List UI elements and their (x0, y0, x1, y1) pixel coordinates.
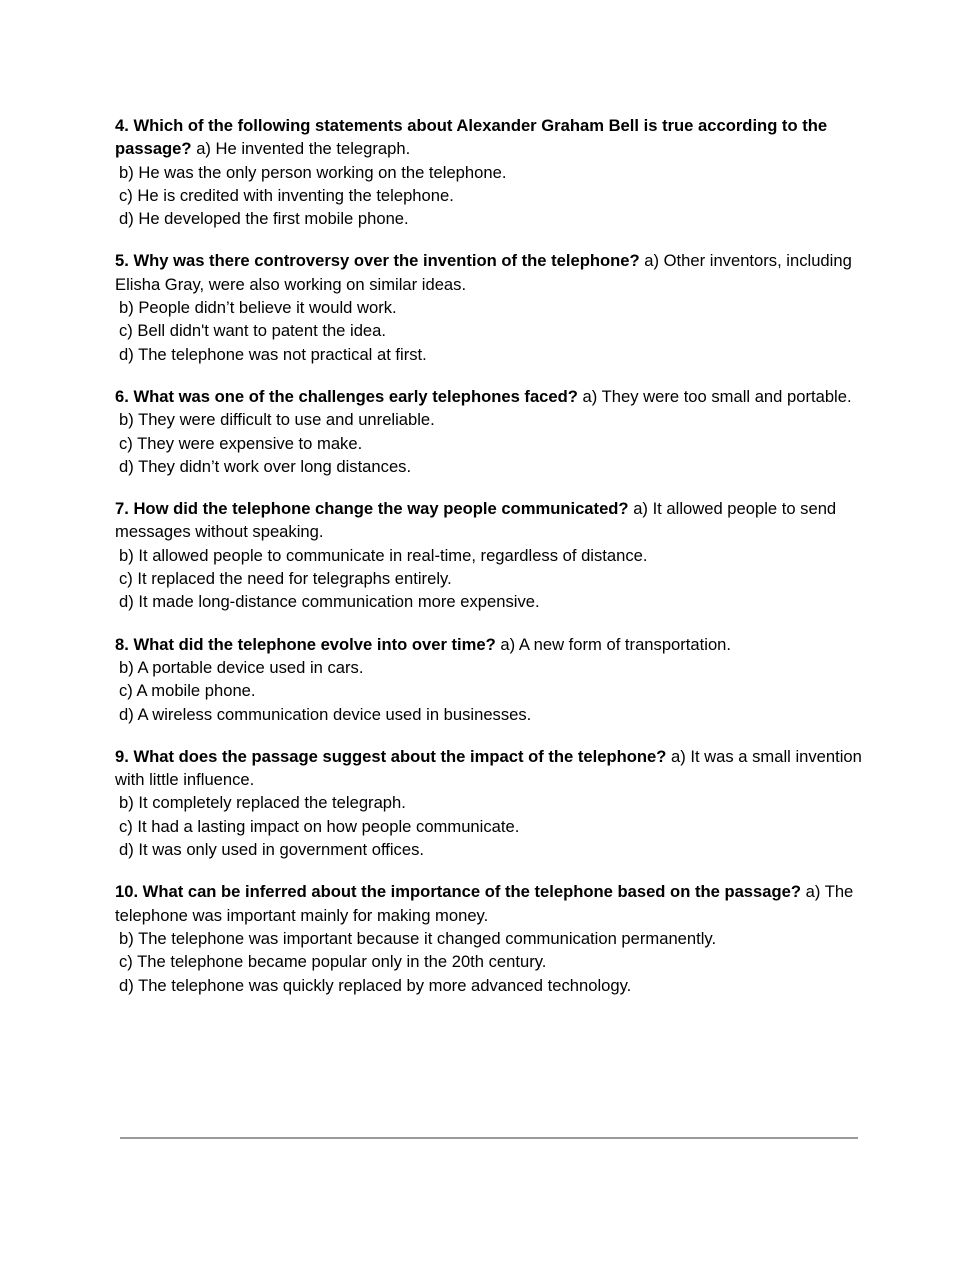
option-d: d) The telephone was quickly replaced by more advanced technology. (119, 975, 632, 995)
question-block (115, 745, 867, 861)
question-text: 8. What did the telephone evolve into over time? (115, 634, 496, 654)
question-text: 4. Which of the following statements about Alexander Graham Bell is true according to the passage? (115, 116, 828, 159)
option-a: a) Other inventors, including Elisha Gray, were also working on similar ideas. (115, 251, 852, 294)
question-line (115, 745, 867, 792)
question-text: 6. What was one of the challenges early telephones faced? (115, 386, 578, 406)
question-text: 7. How did the telephone change the way people communicated? (115, 499, 629, 519)
question-block (115, 249, 867, 365)
option-a: a) A new form of transportation. (500, 634, 732, 654)
option-b: b) It completely replaced the telegraph. (119, 793, 406, 813)
option-c: c) Bell didn't want to patent the idea. (119, 321, 386, 341)
question-line (115, 385, 867, 408)
question-block (115, 633, 867, 726)
question-line (115, 633, 867, 656)
option-d: d) It was only used in government offices. (119, 840, 424, 860)
option-c: c) A mobile phone. (119, 681, 256, 701)
quiz-content (115, 114, 867, 1016)
option-b: b) People didn’t believe it would work. (119, 298, 397, 318)
footer-divider (120, 1137, 858, 1139)
option-b: b) They were difficult to use and unreliable. (119, 410, 435, 430)
option-d: d) The telephone was not practical at first. (119, 344, 427, 364)
option-c: c) It had a lasting impact on how people communicate. (119, 816, 520, 836)
question-line (115, 497, 867, 544)
option-a: a) It allowed people to send messages without speaking. (115, 499, 837, 542)
question-text: 5. Why was there controversy over the invention of the telephone? (115, 251, 640, 271)
question-line (115, 880, 867, 927)
option-c: c) They were expensive to make. (119, 433, 363, 453)
question-line (115, 249, 867, 296)
option-c: c) It replaced the need for telegraphs entirely. (119, 569, 452, 589)
option-a: a) They were too small and portable. (582, 386, 852, 406)
option-c: c) He is credited with inventing the telephone. (119, 185, 454, 205)
question-line (115, 114, 867, 161)
question-text: 9. What does the passage suggest about the impact of the telephone? (115, 746, 667, 766)
question-block (115, 880, 867, 996)
question-block (115, 114, 867, 230)
option-b: b) He was the only person working on the telephone. (119, 162, 507, 182)
option-d: d) A wireless communication device used in businesses. (119, 704, 532, 724)
option-b: b) The telephone was important because it changed communication permanently. (119, 928, 717, 948)
question-text: 10. What can be inferred about the importance of the telephone based on the passage? (115, 882, 801, 902)
option-a: a) The telephone was important mainly for making money. (115, 882, 854, 925)
option-b: b) A portable device used in cars. (119, 657, 364, 677)
question-block (115, 385, 867, 478)
option-c: c) The telephone became popular only in the 20th century. (119, 952, 547, 972)
option-d: d) He developed the first mobile phone. (119, 209, 409, 229)
option-a: a) He invented the telegraph. (196, 139, 411, 159)
option-a: a) It was a small invention with little influence. (115, 746, 862, 790)
option-d: d) It made long-distance communication more expensive. (119, 592, 540, 612)
question-block (115, 497, 867, 613)
option-b: b) It allowed people to communicate in real-time, regardless of distance. (119, 545, 648, 565)
option-d: d) They didn’t work over long distances. (119, 456, 412, 476)
